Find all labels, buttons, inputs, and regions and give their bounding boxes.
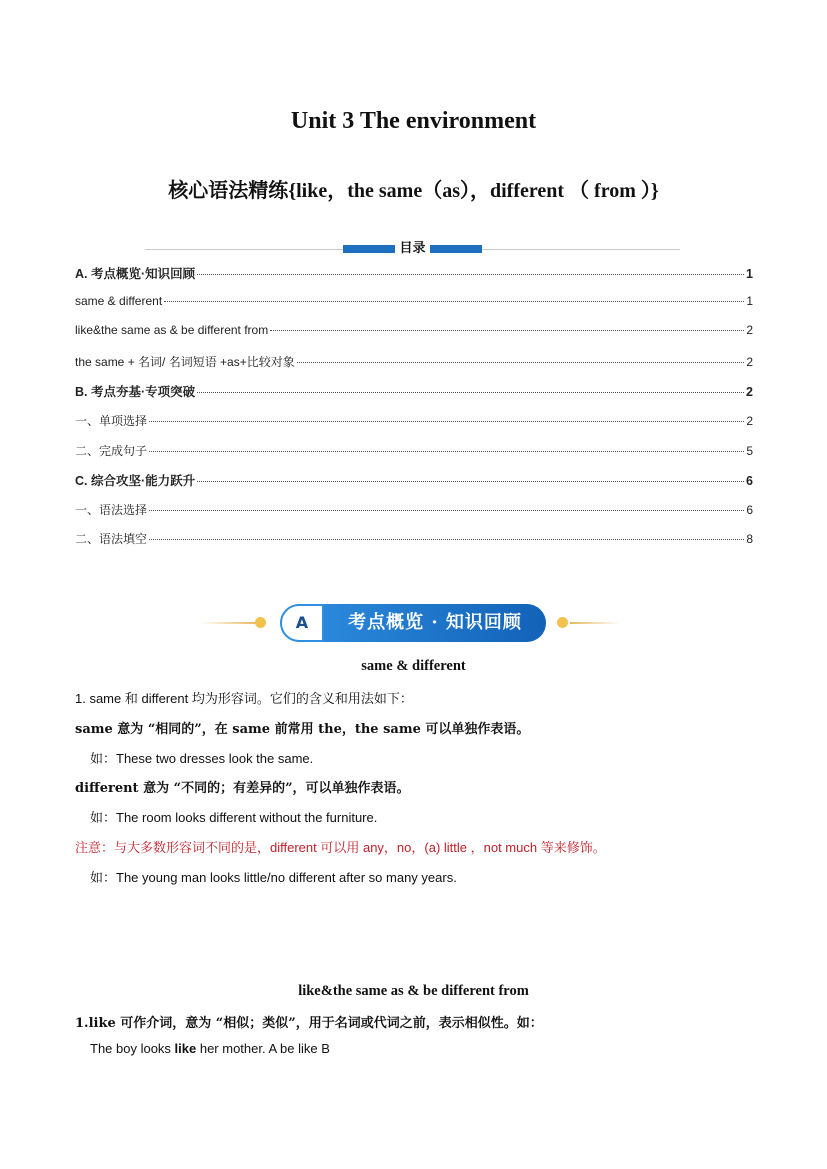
example-sentence: The boy looks like her mother. A be like B [90,1041,330,1056]
heading-like-same-different: like&the same as & be different from [298,983,529,999]
section-badge: A [280,604,324,642]
table-of-contents [75,264,753,560]
note-paragraph: 注意：与大多数形容词不同的是，different 可以用 any，no，(a) little ，not much 等来修饰。 [75,840,606,855]
section-banner-pill [280,604,546,642]
toc-entry[interactable]: 一、单项选择 2 [75,413,753,428]
toc-header [145,240,680,260]
toc-label: 目录 [395,240,430,258]
toc-entry[interactable]: A. 考点概览·知识回顾 1 [75,267,753,281]
example-sentence: 如：The young man looks little/no different after so many years. [90,870,457,885]
paragraph: 1. same 和 different 均为形容词。它们的含义和用法如下： [75,691,413,706]
toc-entry[interactable]: the same + 名词/ 名词短语 +as+比较对象 2 [75,354,753,369]
paragraph-bold: different 意为 “不同的；有差异的”，可以单独作表语。 [75,781,410,796]
toc-entry[interactable]: B. 考点夯基·专项突破 2 [75,385,753,400]
example-sentence: 如：These two dresses look the same. [90,751,314,766]
banner-line-left [200,622,258,624]
toc-bar-left [343,245,395,253]
toc-bar-right [430,245,482,253]
paragraph-bold: 1.like 可作介词，意为 “相似；类似”，用于名词或代词之前，表示相似性。如： [75,1016,543,1031]
heading-same-different: same & different [361,658,466,674]
toc-entry[interactable]: C. 综合攻坚·能力跃升 6 [75,474,753,489]
document-subtitle: 核心语法精练{like，the same（as），different （ from ）} [168,180,659,202]
paragraph-bold: same 意为 “相同的”，在 same 前常用 the，the same 可以单独作表语。 [75,722,530,737]
example-sentence: 如：The room looks different without the furniture. [90,810,378,825]
section-title: 考点概览 · 知识回顾 [348,612,522,633]
toc-entry[interactable]: 二、完成句子 5 [75,443,753,458]
banner-line-right [570,622,620,624]
document-title: Unit 3 The environment [290,108,537,134]
section-a-banner [200,602,620,644]
banner-dot-left [255,617,266,628]
toc-entry[interactable]: 一、语法选择 6 [75,502,753,517]
toc-entry[interactable]: like&the same as & be different from 2 [75,323,753,338]
banner-dot-right [557,617,568,628]
toc-entry[interactable]: same & different 1 [75,293,753,308]
toc-entry[interactable]: 二、语法填空 8 [75,532,753,547]
